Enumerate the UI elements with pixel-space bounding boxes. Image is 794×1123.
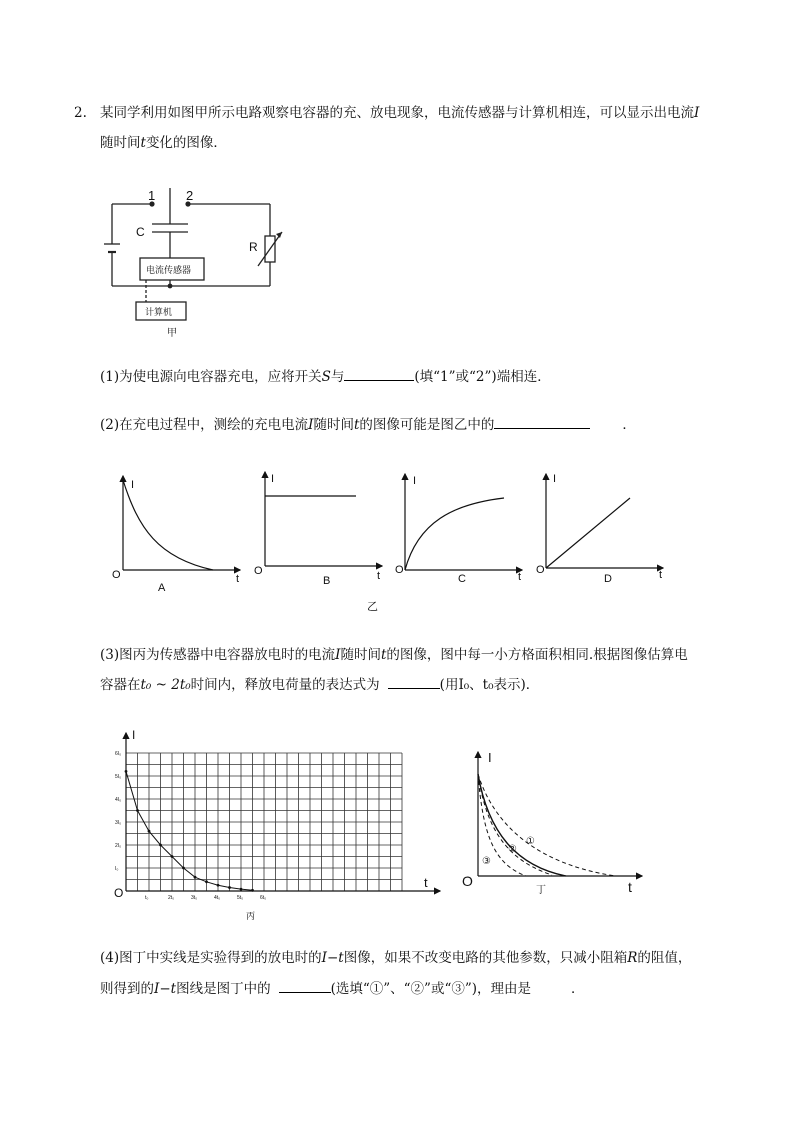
bing-data-point [159,844,162,847]
bing-data-point [205,880,208,883]
figure-bing-grid-graph [110,725,450,925]
part2-mid: 随时间 [313,417,354,433]
graph-c [395,474,522,585]
switch-label-1: 1 [148,188,156,203]
graph-a-origin: O [112,569,121,581]
part4-var-R: R [627,950,638,966]
sensor-label: 电流传感器 [146,265,192,275]
bing-data-point [194,876,197,879]
part4-line2-mid: 图线是图丁中的 [176,981,271,997]
part2-line [100,416,636,434]
figure-yi-caption: 乙 [367,601,378,613]
bing-data-point [217,884,220,887]
part3-line2-prefix: 容器在 [100,677,141,693]
bing-data-point [182,867,185,870]
capacitor-label: C [136,225,145,239]
figure-jia-caption: 甲 [167,328,177,339]
part3-line2-suffix: (用I₀、t₀表示)． [439,677,540,693]
ding-label-3: ③ [482,856,491,867]
bing-data-point [171,855,174,858]
part3-var-I: I [335,647,341,663]
bing-x-label: t [424,875,428,890]
bing-x-tick: 3t₀ [191,895,198,901]
part3-suffix: 的图像，图中每一小方格面积相同.根据图像估算电 [386,647,688,663]
part4-prefix: (4)图丁中实线是实验得到的放电时的 [100,950,322,966]
graph-a-letter: A [158,582,166,594]
ding-curve-1 [478,774,616,876]
graph-c-letter: C [458,573,466,585]
part4-line2 [100,980,585,998]
bing-discharge-curve [126,771,253,890]
bing-x-tick: 4t₀ [214,895,221,901]
stem-text-2b: 变化的图像． [145,135,227,151]
junction-dot [168,284,173,289]
bing-data-point [228,886,231,889]
circuit-diagram [100,180,300,340]
part2-var-I: I [308,417,314,433]
bing-x-tick: 2t₀ [168,895,175,901]
bing-data-point [251,889,254,892]
graph-b-x-label: t [377,570,381,582]
graph-a-x-label: t [236,573,240,585]
part1-answer-blank[interactable] [344,368,414,381]
ding-y-label: I [488,750,492,765]
graph-a-curve [123,480,213,570]
part3-mid: 随时间 [340,647,381,663]
bing-y-tick: 2I₀ [115,843,122,849]
figure-ding [456,748,656,898]
part1-mid: 与 [330,369,345,385]
graph-d-x-label: t [659,569,663,581]
bing-x-tick: t₀ [145,895,149,901]
bing-y-tick: 3I₀ [115,820,122,826]
part4-suffix: 的阻值， [637,950,692,966]
part3-var-t: t [380,647,387,663]
graph-d-line [546,498,630,568]
question-stem-line2 [100,134,227,152]
bing-x-tick: 6t₀ [260,895,267,901]
graph-b-origin: O [254,565,263,577]
graph-c-curve [405,498,504,570]
bing-y-tick: I₀ [115,866,119,872]
part2-suffix: 的图像可能是图乙中的 [359,417,495,433]
ding-label-2: ② [508,844,517,855]
bing-data-point [148,830,151,833]
part3-interval: t₀ ~ 2t₀ [140,677,191,693]
bing-x-tick: 5t₀ [237,895,244,901]
ding-label-1: ① [526,836,535,847]
stem-text-1: 某同学利用如图甲所示电路观察电容器的充、放电现象，电流传感器与计算机相连，可以显示出电流 [100,105,694,121]
graph-d-y-label: I [553,473,557,485]
stem-text-2a: 随时间 [100,135,141,151]
part4-answer-blank[interactable] [279,980,331,993]
part4-it-expr-1: I−t [321,950,344,966]
question-stem-line1 [100,104,699,122]
part3-prefix: (3)图丙为传感器中电容器放电时的电流 [100,647,336,663]
part4-end: ． [571,981,585,997]
graph-a [112,476,240,594]
figure-bing-caption: 丙 [246,911,256,921]
part1-line [100,368,551,386]
part2-answer-blank[interactable] [494,416,590,429]
resistor-label: R [249,240,258,254]
graph-c-x-label: t [518,571,522,583]
part4-line1 [100,949,691,967]
graph-b-letter: B [323,575,331,587]
part3-line2-mid: 时间内，释放电荷量的表达式为 [190,677,380,693]
graph-c-origin: O [395,564,404,576]
part4-line2-suffix: (选填“①”、“②”或“③”)，理由是 [330,981,532,997]
ding-x-label: t [628,879,632,895]
bing-y-tick: 6I₀ [115,751,122,757]
stem-var-I: I [694,105,700,121]
part2-end: ． [622,417,636,433]
stem-var-t: t [140,135,146,151]
graph-a-y-label: I [131,479,135,491]
graph-b [254,472,382,587]
figure-ding-caption: 丁 [536,885,546,896]
computer-label: 计算机 [145,307,173,317]
part4-it-expr-2: I−t [154,981,177,997]
ding-origin: O [462,873,473,889]
part2-prefix: (2)在充电过程中，测绘的充电电流 [100,417,309,433]
part4-mid: 图像，如果不改变电路的其他参数，只减小阻箱 [343,950,628,966]
part3-answer-blank[interactable] [388,676,440,689]
figure-yi [108,470,678,615]
graph-d [536,473,663,585]
bing-data-point [125,770,128,773]
part1-prefix: (1)为使电源向电容器充电，应将开关 [100,369,322,385]
bing-data-point [240,888,243,891]
graph-c-y-label: I [413,475,417,487]
bing-y-label: I [132,728,136,742]
switch-label-2: 2 [186,188,194,203]
part1-suffix: (填“1”或“2”)端相连． [414,369,551,385]
bing-y-tick: 5I₀ [115,774,122,780]
part3-line2 [100,676,539,694]
question-number: 2. [74,105,87,121]
part3-line1 [100,646,688,664]
part4-line2-prefix: 则得到的 [100,981,154,997]
graph-d-letter: D [604,573,612,585]
graph-b-y-label: I [271,473,275,485]
graph-d-origin: O [536,564,545,576]
bing-data-point [136,809,139,812]
bing-y-tick: 4I₀ [115,797,122,803]
bing-origin: O [114,886,124,900]
part1-var-S: S [321,369,331,385]
part2-var-t: t [353,417,360,433]
